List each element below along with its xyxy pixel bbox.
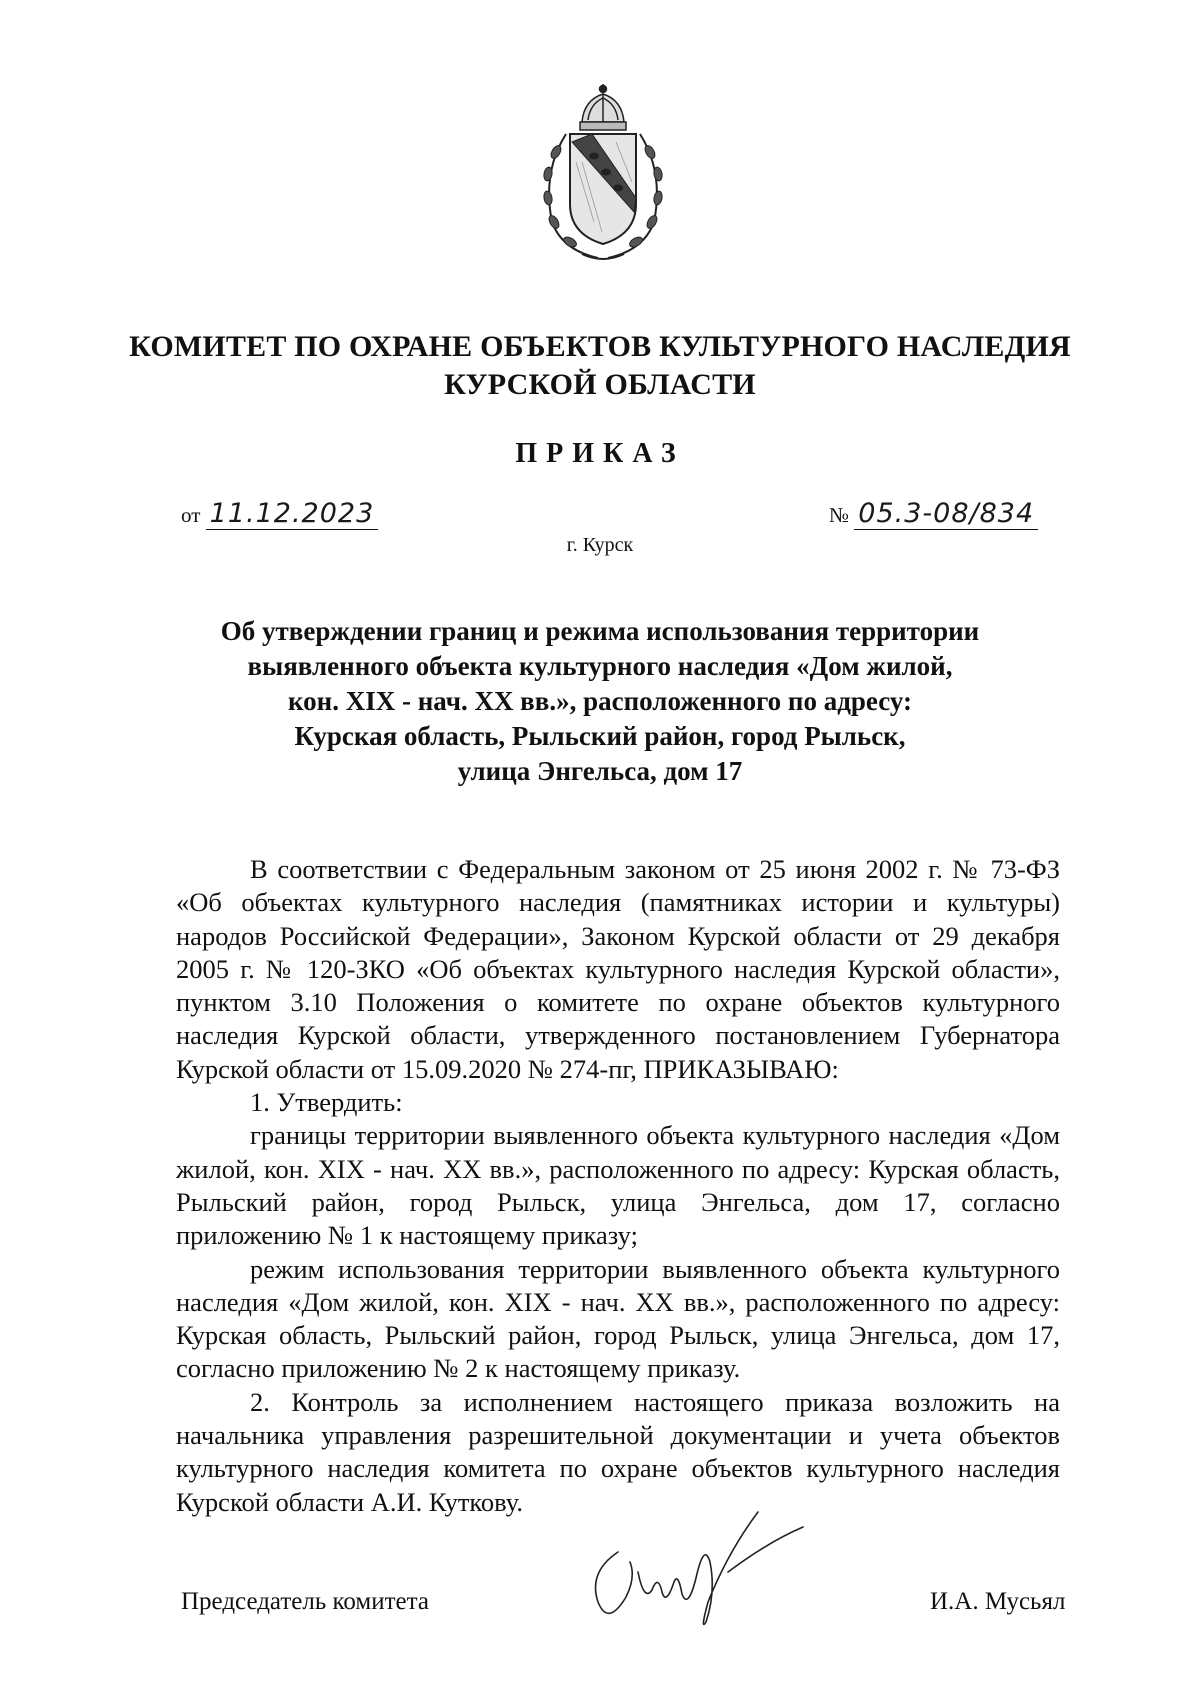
order-date bbox=[181, 498, 378, 529]
organization-name-line1: КОМИТЕТ ПО ОХРАНЕ ОБЪЕКТОВ КУЛЬТУРНОГО НАСЛЕДИЯ bbox=[129, 330, 1071, 363]
body-paragraph: 1. Утвердить: bbox=[250, 1087, 403, 1118]
document-type: ПРИКАЗ bbox=[515, 438, 685, 469]
handwritten-signature bbox=[578, 1502, 818, 1632]
document-body bbox=[176, 853, 1060, 1519]
body-paragraph: 2. Контроль за исполнением настоящего приказа возложить на начальника управления разрешительной документации и учета объектов культурного наследия комитета по охране объектов культурного наследия Курской области А.И. Куткову. bbox=[176, 1386, 1060, 1517]
organization-name bbox=[0, 328, 1200, 404]
title-line: кон. XIX - нач. XX вв.», расположенного по адресу: bbox=[287, 686, 912, 716]
date-prefix: от bbox=[181, 503, 201, 527]
number-prefix: № bbox=[829, 503, 850, 527]
body-paragraph: режим использования территории выявленного объекта культурного наследия «Дом жилой, кон. XIX - нач. XX вв.», расположенного по адресу: Курская область, Рыльский район, город Рыльск, улица Энгельса, дом 17, согласно приложению № 2 к настоящему приказу. bbox=[176, 1253, 1060, 1384]
title-line: Курская область, Рыльский район, город Рыльск, bbox=[294, 721, 906, 751]
number-value: 05.3-08/834 bbox=[854, 498, 1038, 530]
coat-of-arms-icon bbox=[532, 82, 674, 264]
body-paragraph: границы территории выявленного объекта культурного наследия «Дом жилой, кон. XIX - нач. XX вв.», расположенного по адресу: Курская область, Рыльский район, город Рыльск, улица Энгельса, дом 17, согласно приложению № 1 к настоящему приказу; bbox=[176, 1120, 1060, 1251]
body-paragraph: В соответствии с Федеральным законом от 25 июня 2002 г. № 73-ФЗ «Об объектах культурного наследия (памятниках истории и культуры) народов Российской Федерации», Законом Курской области от 29 декабря 2005 г. № 120-ЗКО «Об объектах культурного наследия Курской области», пунктом 3.10 Положения о комитете по охране объектов культурного наследия Курской области, утвержденного постановлением Губернатора Курской области от 15.09.2020 № 274-пг, ПРИКАЗЫВАЮ: bbox=[176, 854, 1060, 1084]
order-number bbox=[829, 498, 1038, 529]
signatory-name: И.А. Мусьял bbox=[930, 1588, 1066, 1615]
city: г. Курск bbox=[566, 534, 634, 556]
date-value: 11.12.2023 bbox=[206, 498, 379, 530]
document-title bbox=[140, 614, 1060, 789]
title-line: улица Энгельса, дом 17 bbox=[457, 756, 743, 786]
signatory-position: Председатель комитета bbox=[181, 1588, 429, 1615]
title-line: выявленного объекта культурного наследия «Дом жилой, bbox=[247, 651, 953, 681]
title-line: Об утверждении границ и режима использования территории bbox=[220, 616, 980, 646]
organization-name-line2: КУРСКОЙ ОБЛАСТИ bbox=[444, 368, 756, 401]
